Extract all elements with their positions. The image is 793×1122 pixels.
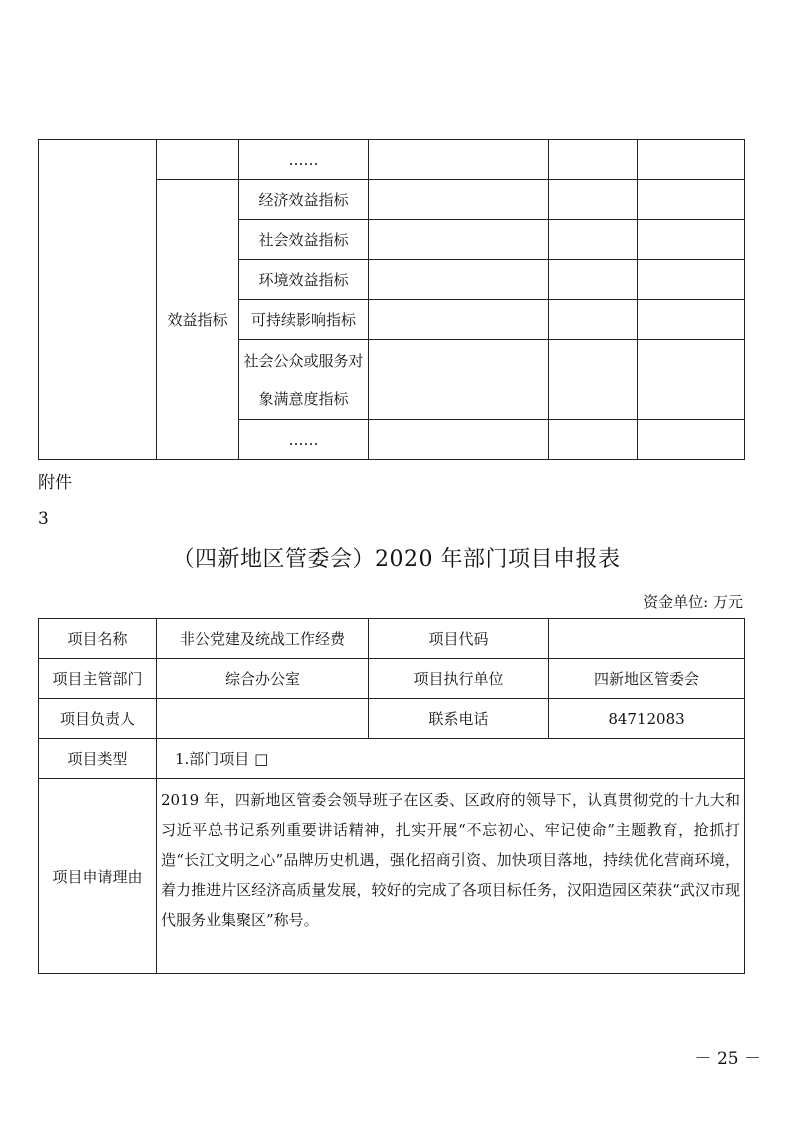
indicator-social: 社会效益指标	[239, 220, 369, 260]
table-row	[39, 140, 745, 180]
dept-label: 项目主管部门	[39, 659, 157, 699]
blank-cell	[157, 140, 239, 180]
indicator-sustainability: 可持续影响指标	[239, 300, 369, 340]
project-application-table	[38, 618, 745, 974]
page-title: （四新地区管委会）2020 年部门项目申报表	[172, 547, 621, 572]
type-value: 1.部门项目 □	[157, 739, 745, 779]
currency-unit-label: 资金单位: 万元	[643, 593, 743, 611]
project-code-value	[549, 619, 745, 659]
dept-value: 综合办公室	[157, 659, 369, 699]
phone-value: 84712083	[549, 699, 745, 739]
table-row	[39, 699, 745, 739]
table-row	[39, 739, 745, 779]
exec-unit-label: 项目执行单位	[369, 659, 549, 699]
project-name-value: 非公党建及统战工作经费	[157, 619, 369, 659]
benefit-group-label: 效益指标	[157, 180, 239, 460]
phone-label: 联系电话	[369, 699, 549, 739]
project-name-label: 项目名称	[39, 619, 157, 659]
table-row	[39, 619, 745, 659]
reason-label: 项目申请理由	[39, 779, 157, 974]
project-code-label: 项目代码	[369, 619, 549, 659]
table-row	[39, 659, 745, 699]
ellipsis-cell: ……	[239, 140, 369, 180]
attachment-label: 附件	[38, 473, 72, 493]
reason-value: 2019 年，四新地区管委会领导班子在区委、区政府的领导下，认真贯彻党的十九大和习近平总书记系列重要讲话精神，扎实开展“不忘初心、牢记使命”主题教育，抢抓打造“长江文明之心”品牌历史机遇，强化招商引资、加快项目落地，持续优化营商环境，着力推进片区经济高质量发展，较好的完成了各项目标任务，汉阳造园区荣获“武汉市现代服务业集聚区”称号。	[157, 779, 745, 974]
ellipsis-cell: ……	[239, 420, 369, 460]
performance-indicator-table	[38, 139, 745, 460]
outer-blank-cell	[39, 140, 157, 460]
indicator-environment: 环境效益指标	[239, 260, 369, 300]
attachment-number: 3	[38, 509, 49, 529]
owner-value	[157, 699, 369, 739]
exec-unit-value: 四新地区管委会	[549, 659, 745, 699]
indicator-satisfaction: 社会公众或服务对象满意度指标	[239, 340, 369, 420]
page-number: － 25 －	[694, 1049, 761, 1069]
type-label: 项目类型	[39, 739, 157, 779]
owner-label: 项目负责人	[39, 699, 157, 739]
indicator-economic: 经济效益指标	[239, 180, 369, 220]
table-row	[39, 779, 745, 974]
